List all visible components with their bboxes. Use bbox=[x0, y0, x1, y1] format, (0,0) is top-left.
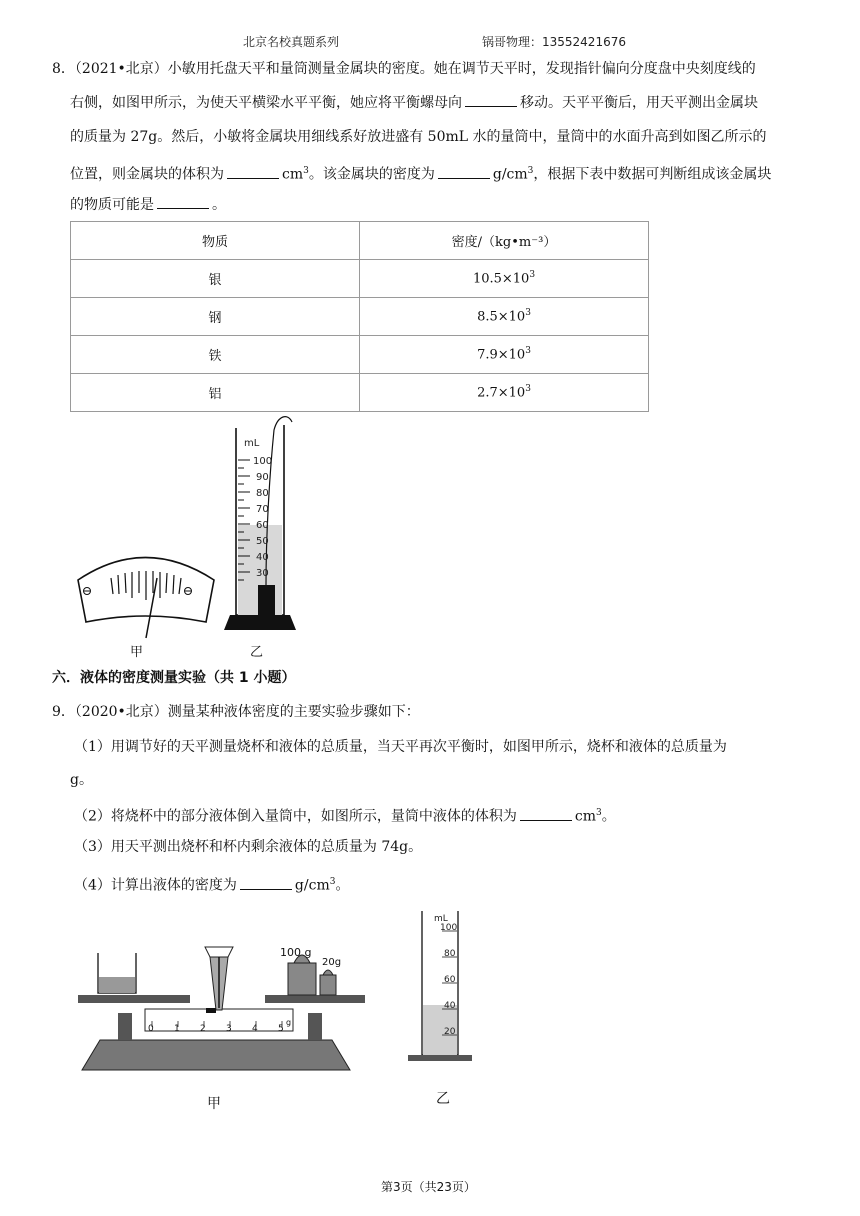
table-cell-density: $2.7\times 10^3$ bbox=[360, 374, 649, 412]
table-cell-substance: 银 bbox=[71, 260, 360, 298]
tick-label: 40 bbox=[444, 1001, 456, 1011]
graduated-cylinder-illustration bbox=[224, 417, 296, 630]
q8-line3: 的质量为 27g。然后，小敏将金属块用细线系好放进盛有 50mL 水的量筒中，量筒中的水面升高到如图乙所示的 bbox=[70, 129, 767, 145]
table-row bbox=[71, 374, 649, 412]
q8-line4: 位置，则金属块的体积为 $cm^3$。该金属块的密度为 $g/cm^3$，根据下表中数据可判断组成该金属块 bbox=[70, 160, 830, 186]
q8-line2: 右侧，如图甲所示，为使天平横梁水平平衡，她应将平衡螺母向 移动。天平平衡后，用天平测出金属块 bbox=[70, 92, 830, 114]
section-heading: 六．液体的密度测量实验（共 1 小题） bbox=[52, 670, 296, 686]
table-cell-density: $7.9\times 10^3$ bbox=[360, 336, 649, 374]
scale-label: 5 bbox=[278, 1024, 284, 1034]
table-header-density: 密度/（kg•m⁻³） bbox=[360, 222, 649, 260]
q9-figure bbox=[60, 905, 480, 1115]
graduated-cylinder-illustration bbox=[408, 911, 472, 1061]
caption-yi: 乙 bbox=[250, 645, 264, 660]
tick-label: 100 bbox=[253, 456, 273, 467]
density-table bbox=[70, 221, 649, 412]
tick-label: 80 bbox=[444, 949, 456, 959]
table-cell-substance: 铁 bbox=[71, 336, 360, 374]
rider bbox=[206, 1008, 216, 1013]
table-cell-density: $10.5\times 10^3$ bbox=[360, 260, 649, 298]
caption-jia: 甲 bbox=[207, 1096, 221, 1112]
q9-step4: （4）计算出液体的密度为 $g/cm^3$。 bbox=[74, 871, 834, 897]
tick-label: 60 bbox=[444, 975, 456, 985]
scale-label: 2 bbox=[200, 1024, 206, 1034]
tick-label: 100 bbox=[440, 923, 458, 933]
tick-label: 30 bbox=[256, 568, 269, 579]
answer-blank bbox=[438, 164, 490, 179]
table-header-substance: 物质 bbox=[71, 222, 360, 260]
cylinder-unit-label: mL bbox=[244, 438, 260, 449]
q9-line1: 9．（2020•北京）测量某种液体密度的主要实验步骤如下： bbox=[52, 704, 420, 720]
balance-dial-illustration bbox=[78, 558, 214, 639]
q9-step2: （2）将烧杯中的部分液体倒入量筒中，如图所示，量筒中液体的体积为 $cm^3$。 bbox=[74, 802, 834, 828]
q8-line1: 8．（2021•北京）小敏用托盘天平和量筒测量金属块的密度。她在调节天平时，发现指针偏向分度盘中央刻度线的 bbox=[52, 61, 756, 77]
answer-blank bbox=[227, 164, 279, 179]
table-row bbox=[71, 298, 649, 336]
q8-line5: 的物质可能是 。 bbox=[70, 194, 830, 216]
caption-yi: 乙 bbox=[436, 1091, 450, 1107]
metal-block bbox=[258, 585, 275, 615]
q9-step3: （3）用天平测出烧杯和杯内剩余液体的总质量为 74g。 bbox=[74, 839, 423, 855]
page-number: 第3页（共23页） bbox=[381, 1180, 476, 1194]
tick-label: 60 bbox=[256, 520, 269, 531]
scale-label: 4 bbox=[252, 1024, 258, 1034]
tick-label: 80 bbox=[256, 488, 269, 499]
weight-label-100g: 100 g bbox=[280, 946, 312, 959]
answer-blank bbox=[520, 806, 572, 821]
table-row bbox=[71, 260, 649, 298]
table-cell-substance: 铝 bbox=[71, 374, 360, 412]
answer-blank bbox=[465, 92, 517, 107]
answer-blank bbox=[157, 194, 209, 209]
tick-label: 20 bbox=[444, 1027, 456, 1037]
tick-label: 90 bbox=[256, 472, 269, 483]
header-series: 北京名校真题系列 bbox=[243, 35, 340, 49]
scale-label: 1 bbox=[174, 1024, 180, 1034]
table-row bbox=[71, 336, 649, 374]
answer-blank bbox=[240, 875, 292, 890]
caption-jia: 甲 bbox=[130, 645, 144, 660]
weight-label-20g: 20g bbox=[322, 957, 342, 968]
table-header-row bbox=[71, 222, 649, 260]
tick-label: 50 bbox=[256, 536, 269, 547]
q8-figure bbox=[60, 410, 320, 665]
q9-step1: （1）用调节好的天平测量烧杯和液体的总质量，当天平再次平衡时，如图甲所示，烧杯和液体的总质量为 bbox=[74, 739, 727, 755]
q9-step1-unit: g。 bbox=[70, 772, 93, 788]
scale-label: 3 bbox=[226, 1024, 232, 1034]
tick-label: 70 bbox=[256, 504, 269, 515]
scale-unit-label: g bbox=[286, 1018, 292, 1027]
scale-label: 0 bbox=[148, 1024, 154, 1034]
table-cell-substance: 钢 bbox=[71, 298, 360, 336]
tick-label: 40 bbox=[256, 552, 269, 563]
cylinder-unit-label: mL bbox=[434, 914, 448, 924]
header-contact: 锅哥物理：13552421676 bbox=[482, 35, 626, 49]
table-cell-density: $8.5\times 10^3$ bbox=[360, 298, 649, 336]
